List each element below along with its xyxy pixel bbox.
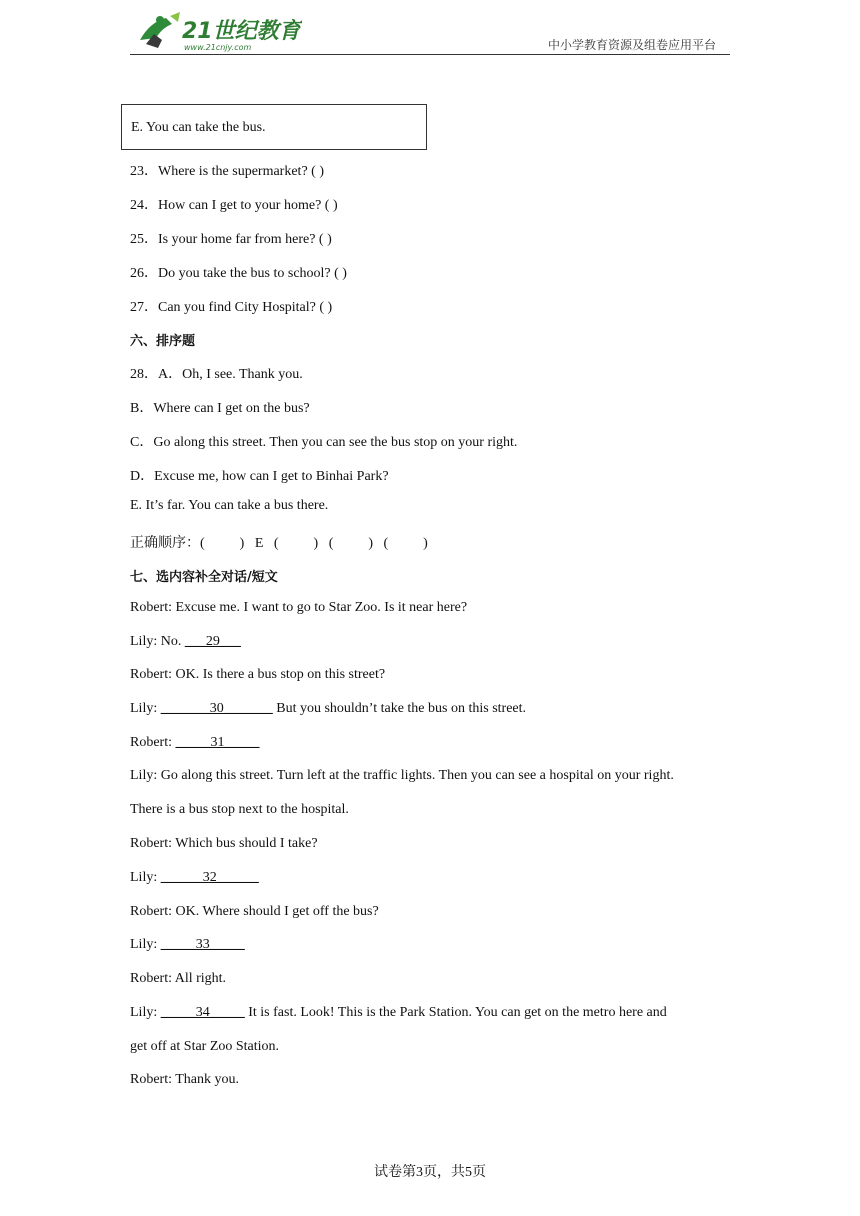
dialogue-line: Lily: No. ___29___ xyxy=(130,634,241,649)
svg-text:www.21cnjy.com: www.21cnjy.com xyxy=(184,43,252,52)
blank-30[interactable]: _______30_______ xyxy=(160,701,273,716)
dialogue-line: Robert: Thank you. xyxy=(130,1072,240,1087)
blank-34[interactable]: _____34_____ xyxy=(160,1005,245,1020)
svg-text:21世纪教育: 21世纪教育 xyxy=(182,19,301,44)
site-logo xyxy=(132,10,302,54)
dialogue-line: get off at Star Zoo Station. xyxy=(130,1039,280,1054)
dialogue-line: Lily: ______32______ xyxy=(130,870,259,885)
option-e: E. You can take the bus. xyxy=(131,120,266,135)
dialogue-line: Lily: Go along this street. Turn left at the traffic lights. Then you can see a hospital on your right. xyxy=(130,768,674,783)
dialogue-line: Lily: _____34_____ It is fast. Look! This is the Park Station. You can get on the metro here and xyxy=(130,1005,667,1020)
blank-29[interactable]: ___29___ xyxy=(184,634,241,649)
page-number: 试卷第3页，共5页 xyxy=(374,1165,486,1180)
sort-item-a: 28．A．Oh, I see. Thank you. xyxy=(130,367,303,382)
dialogue-line: Lily: _____33_____ xyxy=(130,937,245,952)
sort-item-c: C．Go along this street. Then you can see the bus stop on your right. xyxy=(130,435,518,450)
sort-item-e: E. It’s far. You can take a bus there. xyxy=(130,498,329,513)
dialogue-line: Lily: _______30_______ But you shouldn’t take the bus on this street. xyxy=(130,701,527,716)
sort-item-d: D．Excuse me, how can I get to Binhai Park? xyxy=(130,469,389,484)
blank-32[interactable]: ______32______ xyxy=(160,870,259,885)
blank-33[interactable]: _____33_____ xyxy=(160,937,245,952)
dialogue-line: Robert: All right. xyxy=(130,971,227,986)
blank-31[interactable]: _____31_____ xyxy=(175,735,260,750)
dialogue-line: Robert: OK. Is there a bus stop on this street? xyxy=(130,667,386,682)
dialogue-line: There is a bus stop next to the hospital. xyxy=(130,802,349,817)
correct-order: 正确顺序：( ) E ( ) ( ) ( ) xyxy=(130,536,428,551)
dialogue-line: Robert: _____31_____ xyxy=(130,735,260,750)
option-box xyxy=(121,104,427,150)
sort-item-b: B．Where can I get on the bus? xyxy=(130,401,310,416)
section-six-title: 六、排序题 xyxy=(130,334,196,349)
header-divider xyxy=(130,54,730,55)
platform-name: 中小学教育资源及组卷应用平台 xyxy=(547,38,716,52)
runner-logo-icon xyxy=(132,10,302,54)
question-25: 25．Is your home far from here? ( ) xyxy=(130,232,332,247)
question-23: 23．Where is the supermarket? ( ) xyxy=(130,164,324,179)
question-27: 27．Can you find City Hospital? ( ) xyxy=(130,300,333,315)
section-seven-title: 七、选内容补全对话/短文 xyxy=(130,570,278,585)
dialogue-line: Robert: Excuse me. I want to go to Star Zoo. Is it near here? xyxy=(130,600,468,615)
dialogue-line: Robert: OK. Where should I get off the bus? xyxy=(130,904,379,919)
dialogue-line: Robert: Which bus should I take? xyxy=(130,836,318,851)
question-26: 26．Do you take the bus to school? ( ) xyxy=(130,266,347,281)
question-24: 24．How can I get to your home? ( ) xyxy=(130,198,338,213)
